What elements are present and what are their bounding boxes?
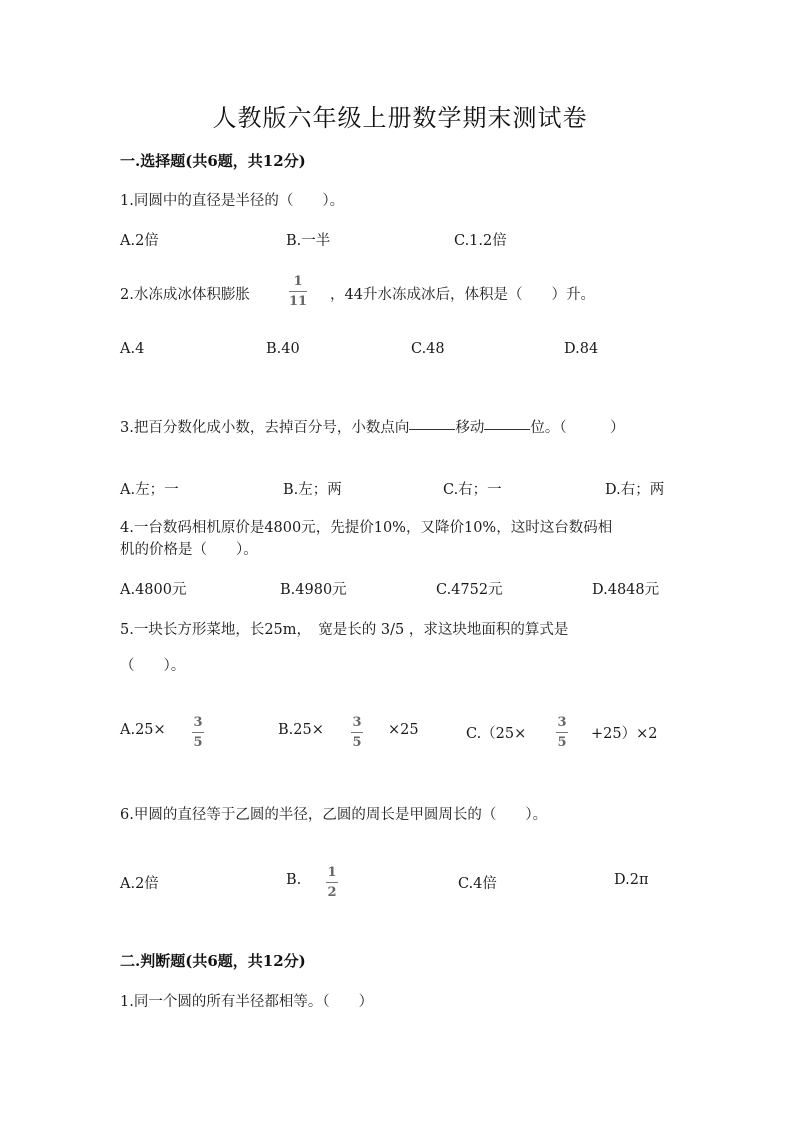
- q2-option-a: A.4: [120, 341, 145, 357]
- fraction-bar: [192, 732, 204, 733]
- fraction-numerator: 3: [193, 715, 203, 730]
- q6-option-d: D.2π: [614, 872, 649, 888]
- fraction-bar: [351, 732, 363, 733]
- q2-option-c: C.48: [411, 341, 445, 357]
- q3-option-a: A.左；一: [120, 482, 179, 498]
- answer-blank: [484, 428, 530, 430]
- question-6: 6.甲圆的直径等于乙圆的半径，乙圆的周长是甲圆周长的（ ）。: [120, 807, 548, 823]
- question-2-suffix: ，44升水冻成冰后，体积是（ ）升。: [330, 287, 595, 303]
- q4-option-d: D.4848元: [592, 582, 660, 598]
- question-5-line1: 5.一块长方形菜地，长25m， 宽是长的 3/5 ，求这块地面积的算式是: [120, 622, 569, 638]
- fraction-numerator: 3: [557, 715, 567, 730]
- q1-option-b: B.一半: [286, 233, 331, 249]
- q3-option-d: D.右；两: [605, 482, 665, 498]
- q2-fraction-numerator: 1: [293, 274, 303, 289]
- question-2-prefix: 2.水冻成冰体积膨胀: [120, 287, 250, 303]
- fraction-denominator: 5: [193, 735, 203, 750]
- q5-option-a: A.25×: [120, 722, 166, 738]
- q6-option-b-fraction: [326, 866, 338, 899]
- q6-option-b: B.: [286, 872, 302, 888]
- fraction-numerator: 1: [327, 865, 337, 880]
- q3-option-b: B.左；两: [283, 482, 342, 498]
- fraction-bar: [289, 291, 307, 292]
- fraction-denominator: 2: [327, 885, 337, 900]
- question-1: 1.同圆中的直径是半径的（ ）。: [120, 193, 345, 209]
- q2-option-b: B.40: [266, 341, 300, 357]
- q1-option-a: A.2倍: [120, 233, 159, 249]
- question-5-line2: （ ）。: [120, 658, 186, 674]
- q2-option-d: D.84: [564, 341, 599, 357]
- q5-option-b-fraction: [351, 716, 363, 749]
- section-heading-judgment: 二.判断题(共6题，共12分): [120, 952, 306, 970]
- answer-blank: [409, 428, 455, 430]
- question-4-line2: 机的价格是（ ）。: [120, 542, 258, 558]
- q2-fraction: [289, 275, 307, 308]
- fraction-denominator: 5: [352, 735, 362, 750]
- q5-option-b-pre: B.25×: [278, 722, 324, 738]
- q2-fraction-denominator: 11: [289, 294, 308, 309]
- fraction-bar: [326, 882, 338, 883]
- q6-option-c: C.4倍: [458, 876, 497, 892]
- q3-part1: 3.把百分数化成小数，去掉百分号，小数点向: [120, 420, 410, 436]
- q5-option-c-fraction: [556, 716, 568, 749]
- q4-option-a: A.4800元: [120, 582, 187, 598]
- q5-option-c-pre: C.（25×: [466, 726, 527, 742]
- question-3: [120, 416, 670, 437]
- q4-option-c: C.4752元: [436, 582, 503, 598]
- page-title: 人教版六年级上册数学期末测试卷: [212, 104, 588, 132]
- q6-option-a: A.2倍: [120, 876, 159, 892]
- section-heading-choice: 一.选择题(共6题，共12分): [120, 152, 306, 170]
- q3-option-c: C.右；一: [443, 482, 502, 498]
- q3-part3: 位。（ ）: [530, 420, 625, 436]
- q5-option-a-fraction: [192, 716, 204, 749]
- fraction-denominator: 5: [557, 735, 567, 750]
- q3-part2: 移动: [455, 420, 485, 436]
- q1-option-c: C.1.2倍: [454, 233, 507, 249]
- fraction-bar: [556, 732, 568, 733]
- fraction-numerator: 3: [352, 715, 362, 730]
- judgment-1: 1.同一个圆的所有半径都相等。（ ）: [120, 994, 374, 1010]
- q5-option-b-post: ×25: [388, 722, 419, 738]
- q5-option-c-post: +25）×2: [591, 726, 658, 742]
- q4-option-b: B.4980元: [280, 582, 347, 598]
- question-4-line1: 4.一台数码相机原价是4800元，先提价10%，又降价10%，这时这台数码相: [120, 520, 613, 536]
